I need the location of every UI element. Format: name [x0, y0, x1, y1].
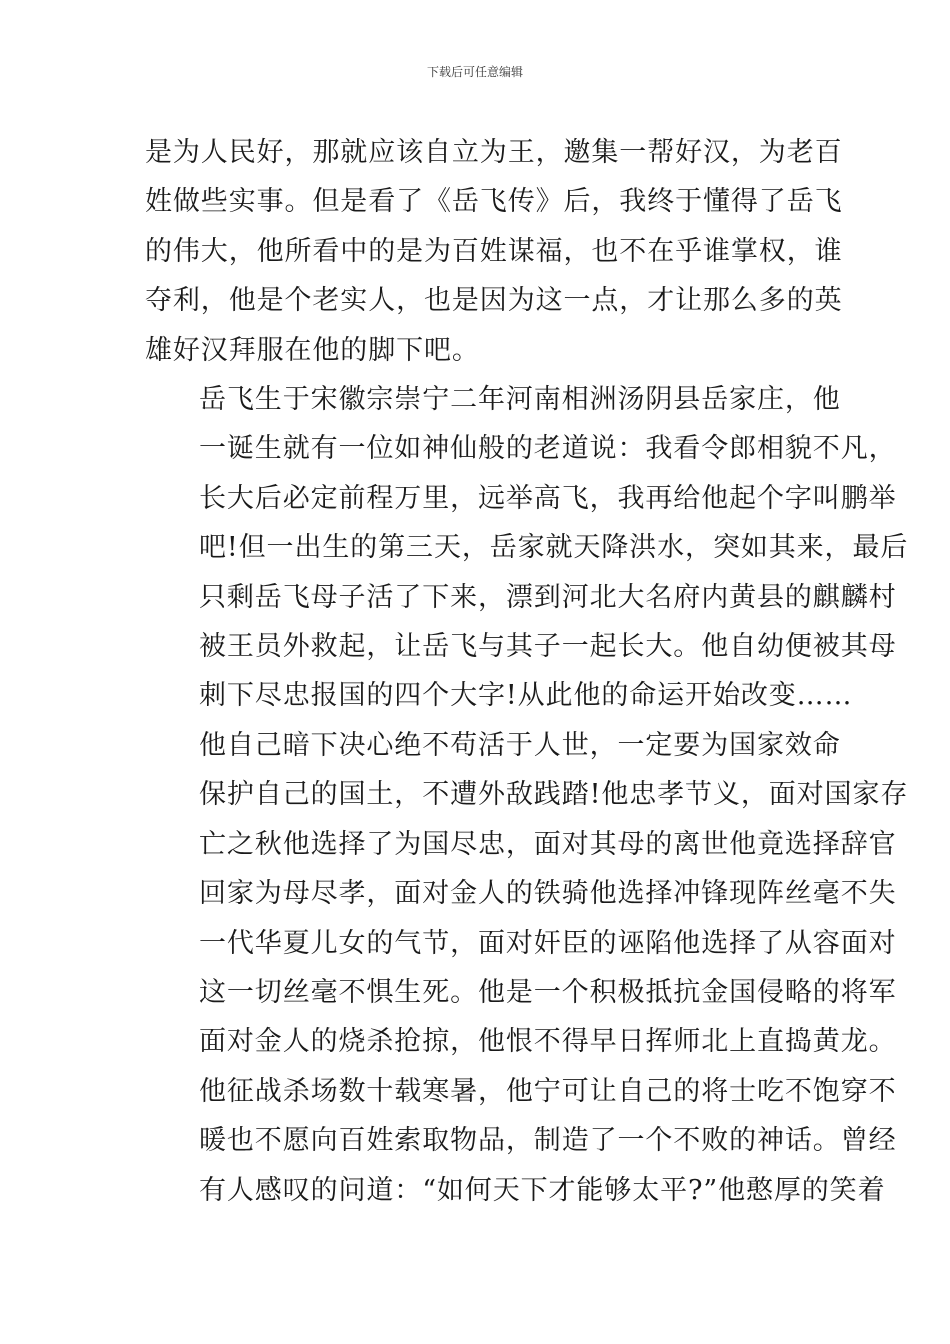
text-line: 他自己暗下决心绝不苟活于人世，一定要为国家效命 — [199, 729, 841, 761]
text-line: 夺利，他是个老实人，也是因为这一点，才让那么多的英 — [145, 285, 843, 317]
text-line: 有人感叹的问道：“如何天下才能够太平?”他憨厚的笑着 — [199, 1174, 886, 1206]
paragraph-3 — [145, 721, 909, 1215]
text-line: 岳飞生于宋徽宗崇宁二年河南相洲汤阴县岳家庄，他 — [199, 384, 841, 416]
text-line: 被王员外救起，让岳飞与其子一起长大。他自幼便被其母 — [199, 631, 897, 663]
text-line: 姓做些实事。但是看了《岳飞传》后，我终于懂得了岳飞 — [145, 186, 843, 218]
text-line: 暖也不愿向百姓索取物品，制造了一个不败的神话。曾经 — [199, 1125, 897, 1157]
text-line: 刺下尽忠报国的四个大字!从此他的命运开始改变…… — [199, 680, 853, 712]
text-line: 这一切丝毫不惧生死。他是一个积极抵抗金国侵略的将军 — [199, 976, 897, 1008]
text-line: 面对金人的烧杀抢掠，他恨不得早日挥师北上直捣黄龙。 — [199, 1026, 897, 1058]
text-line: 是为人民好，那就应该自立为王，邀集一帮好汉，为老百 — [145, 137, 843, 168]
text-line: 雄好汉拜服在他的脚下吧。 — [145, 334, 480, 366]
page-header: 下载后可任意编辑 — [426, 65, 523, 79]
paragraph-1 — [145, 128, 843, 375]
text-line: 吧!但一出生的第三天，岳家就天降洪水，突如其来，最后 — [199, 532, 909, 564]
text-line: 他征战杀场数十载寒暑，他宁可让自己的将士吃不饱穿不 — [199, 1075, 897, 1107]
text-line: 一代华夏儿女的气节，面对奸臣的诬陷他选择了从容面对 — [199, 927, 897, 959]
text-line: 一诞生就有一位如神仙般的老道说：我看令郎相貌不凡， — [199, 433, 897, 465]
text-line: 只剩岳飞母子活了下来，漂到河北大名府内黄县的麒麟村 — [199, 581, 897, 613]
text-line: 回家为母尽孝，面对金人的铁骑他选择冲锋现阵丝毫不失 — [199, 878, 897, 910]
paragraph-2 — [145, 375, 909, 721]
text-line: 的伟大，他所看中的是为百姓谋福，也不在乎谁掌权，谁 — [145, 235, 843, 267]
text-line: 亡之秋他选择了为国尽忠，面对其母的离世他竟选择辞官 — [199, 828, 897, 860]
document-body — [145, 128, 909, 1215]
text-line: 长大后必定前程万里，远举高飞，我再给他起个字叫鹏举 — [199, 482, 897, 514]
text-line: 保护自己的国土，不遭外敌践踏!他忠孝节义，面对国家存 — [199, 779, 909, 811]
